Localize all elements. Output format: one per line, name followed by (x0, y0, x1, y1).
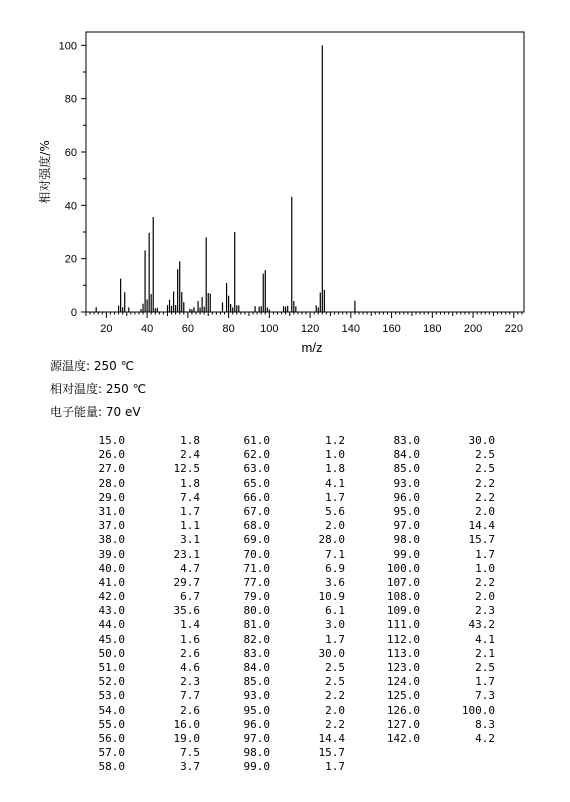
peak-table-row (230, 647, 345, 661)
peak-intensity-value: 28.0 (318, 533, 345, 547)
peak-table-row (380, 732, 495, 746)
peak-mz-value: 45.0 (98, 632, 125, 646)
peak-intensity-value: 5.6 (325, 504, 345, 518)
peak-intensity-value: 1.1 (180, 519, 200, 533)
peak-mz-value: 26.0 (98, 448, 125, 462)
peak-mz-value: 38.0 (98, 533, 125, 547)
plot-frame (86, 32, 524, 312)
peak-intensity-value: 1.7 (325, 490, 345, 504)
peak-mz-value: 93.0 (243, 689, 270, 703)
peak-table (85, 434, 515, 774)
peak-mz-value: 112.0 (386, 632, 420, 646)
peak-intensity-value: 7.3 (475, 689, 495, 703)
peak-mz-value: 97.0 (243, 731, 270, 745)
peak-intensity-value: 2.0 (325, 519, 345, 533)
peak-intensity-value: 8.3 (475, 717, 495, 731)
peak-mz-value: 15.0 (98, 434, 125, 447)
peak-mz-value: 70.0 (243, 547, 270, 561)
peak-mz-value: 96.0 (243, 717, 270, 731)
peak-mz-value: 108.0 (386, 590, 420, 604)
peak-intensity-value: 4.6 (180, 661, 200, 674)
peak-intensity-value: 2.3 (475, 604, 495, 618)
peak-table-row (85, 647, 200, 661)
peak-table-row (230, 462, 345, 476)
peak-table-row (85, 491, 200, 505)
peak-table-row (380, 661, 495, 675)
peak-intensity-value: 12.5 (173, 462, 200, 476)
peak-table-row (230, 533, 345, 547)
peak-table-row (230, 718, 345, 732)
peak-mz-value: 37.0 (98, 519, 125, 533)
peak-intensity-value: 15.7 (468, 533, 495, 547)
peak-mz-value: 54.0 (98, 703, 125, 717)
peak-mz-value: 29.0 (98, 490, 125, 504)
peak-table-row (230, 760, 345, 774)
peak-intensity-value: 1.8 (180, 434, 200, 447)
peak-intensity-value: 1.8 (325, 462, 345, 476)
peak-mz-value: 61.0 (243, 434, 270, 447)
peak-mz-value: 93.0 (393, 476, 420, 490)
peak-intensity-value: 7.1 (325, 547, 345, 561)
peak-mz-value: 80.0 (243, 604, 270, 618)
peak-table-row (85, 562, 200, 576)
peak-mz-value: 44.0 (98, 618, 125, 632)
peak-intensity-value: 4.1 (325, 476, 345, 490)
peak-mz-value: 111.0 (386, 618, 420, 632)
x-tick-label: 120 (300, 323, 320, 335)
peak-table-row (85, 704, 200, 718)
peak-table-row (380, 718, 495, 732)
peak-intensity-value: 23.1 (173, 547, 200, 561)
x-tick-label: 160 (382, 323, 401, 335)
peak-table-row (85, 548, 200, 562)
peak-intensity-value: 1.4 (180, 618, 200, 632)
peak-intensity-value: 2.5 (475, 448, 495, 462)
peak-table-row (380, 604, 495, 618)
peak-table-row (380, 675, 495, 689)
peak-table-row (230, 633, 345, 647)
peak-intensity-value: 1.2 (325, 434, 345, 447)
peak-mz-value: 28.0 (98, 476, 125, 490)
peak-table-row (230, 576, 345, 590)
peak-mz-value: 142.0 (386, 731, 420, 745)
peak-table-row (230, 448, 345, 462)
peak-mz-value: 65.0 (243, 476, 270, 490)
peak-table-row (380, 477, 495, 491)
peak-table-row (230, 746, 345, 760)
peak-table-row (85, 661, 200, 675)
peak-table-row (85, 746, 200, 760)
peak-intensity-value: 19.0 (173, 731, 200, 745)
peak-intensity-value: 15.7 (318, 746, 345, 760)
peak-mz-value: 83.0 (393, 434, 420, 447)
y-tick-label: 20 (64, 253, 77, 266)
peak-table-row (85, 448, 200, 462)
peak-mz-value: 27.0 (98, 462, 125, 476)
peak-table-row (380, 590, 495, 604)
y-tick-label: 40 (64, 200, 77, 213)
peak-intensity-value: 14.4 (318, 731, 345, 745)
peak-intensity-value: 4.1 (475, 632, 495, 646)
peak-table-row (230, 704, 345, 718)
peak-mz-value: 58.0 (98, 760, 125, 774)
peak-table-row (85, 590, 200, 604)
peak-intensity-value: 2.4 (180, 448, 200, 462)
peak-mz-value: 50.0 (98, 646, 125, 660)
peak-mz-value: 53.0 (98, 689, 125, 703)
x-tick-label: 60 (181, 323, 194, 335)
peak-table-row (380, 633, 495, 647)
peak-intensity-value: 2.2 (475, 490, 495, 504)
peak-table-row (380, 434, 495, 448)
peak-intensity-value: 2.0 (325, 703, 345, 717)
peak-mz-value: 43.0 (98, 604, 125, 618)
peak-mz-value: 63.0 (243, 462, 270, 476)
peak-table-row (380, 448, 495, 462)
peak-intensity-value: 2.6 (180, 646, 200, 660)
peak-mz-value: 57.0 (98, 746, 125, 760)
peak-intensity-value: 43.2 (468, 618, 495, 632)
peak-mz-value: 126.0 (386, 703, 420, 717)
peak-intensity-value: 7.4 (180, 490, 200, 504)
peak-mz-value: 66.0 (243, 490, 270, 504)
peak-intensity-value: 3.0 (325, 618, 345, 632)
peak-table-row (380, 533, 495, 547)
peak-table-row (380, 689, 495, 703)
peak-intensity-value: 2.3 (180, 675, 200, 689)
peak-intensity-value: 100.0 (461, 703, 495, 717)
peak-mz-value: 77.0 (243, 575, 270, 589)
x-tick-label: 40 (140, 323, 154, 335)
peak-table-row (230, 562, 345, 576)
peak-table-row (230, 548, 345, 562)
peak-table-row (380, 462, 495, 476)
peak-table-row (85, 434, 200, 448)
relative-temperature: 相对温度: 250 ℃ (50, 382, 147, 396)
peak-mz-value: 31.0 (98, 504, 125, 518)
peak-intensity-value: 2.2 (475, 476, 495, 490)
peak-table-row (85, 689, 200, 703)
peak-mz-value: 71.0 (243, 561, 270, 575)
peak-mz-value: 99.0 (393, 547, 420, 561)
peak-table-row (230, 434, 345, 448)
peak-mz-value: 85.0 (243, 675, 270, 689)
x-tick-label: 80 (222, 323, 235, 335)
peak-mz-value: 124.0 (386, 675, 420, 689)
peak-intensity-value: 1.7 (325, 632, 345, 646)
peak-mz-value: 42.0 (98, 590, 125, 604)
peak-intensity-value: 29.7 (173, 575, 200, 589)
peak-table-row (85, 718, 200, 732)
peak-table-row (230, 675, 345, 689)
peak-intensity-value: 6.7 (180, 590, 200, 604)
source-temperature: 源温度: 250 ℃ (50, 359, 135, 373)
peak-intensity-value: 6.9 (325, 561, 345, 575)
peak-mz-value: 98.0 (243, 746, 270, 760)
peak-table-row (85, 462, 200, 476)
peak-intensity-value: 3.1 (180, 533, 200, 547)
x-tick-label: 20 (100, 323, 113, 335)
x-axis-label: m/z (301, 340, 323, 355)
peak-table-row (380, 576, 495, 590)
peak-table-column (230, 434, 345, 775)
peak-table-row (85, 633, 200, 647)
peak-intensity-value: 2.2 (475, 575, 495, 589)
peak-table-row (380, 618, 495, 632)
peak-mz-value: 84.0 (243, 661, 270, 674)
peak-intensity-value: 2.0 (475, 504, 495, 518)
x-tick-label: 200 (463, 323, 483, 335)
peak-mz-value: 97.0 (393, 519, 420, 533)
peak-intensity-value: 2.5 (325, 675, 345, 689)
peak-table-row (380, 491, 495, 505)
peak-intensity-value: 4.2 (475, 731, 495, 745)
mass-spectrum-chart (0, 0, 570, 360)
x-tick-label: 140 (341, 323, 361, 335)
peak-table-row (380, 505, 495, 519)
peak-mz-value: 85.0 (393, 462, 420, 476)
peak-intensity-value: 14.4 (468, 519, 495, 533)
peak-table-row (230, 519, 345, 533)
peak-intensity-value: 1.7 (475, 675, 495, 689)
peak-mz-value: 55.0 (98, 717, 125, 731)
peak-table-row (85, 533, 200, 547)
y-tick-label: 80 (64, 93, 77, 106)
peak-intensity-value: 2.2 (325, 717, 345, 731)
peak-intensity-value: 3.7 (180, 760, 200, 774)
peak-mz-value: 113.0 (386, 646, 420, 660)
peak-table-row (85, 505, 200, 519)
peak-table-row (380, 647, 495, 661)
peak-mz-value: 39.0 (98, 547, 125, 561)
peak-table-row (380, 562, 495, 576)
peak-table-column (85, 434, 200, 775)
peak-mz-value: 68.0 (243, 519, 270, 533)
electron-energy: 电子能量: 70 eV (50, 405, 141, 419)
peak-intensity-value: 10.9 (318, 590, 345, 604)
peak-mz-value: 125.0 (386, 689, 420, 703)
peak-table-row (230, 661, 345, 675)
peak-intensity-value: 35.6 (173, 604, 200, 618)
peak-table-row (380, 519, 495, 533)
peak-intensity-value: 30.0 (318, 646, 345, 660)
peak-mz-value: 67.0 (243, 504, 270, 518)
peak-mz-value: 79.0 (243, 590, 270, 604)
peak-intensity-value: 6.1 (325, 604, 345, 618)
peak-table-row (380, 704, 495, 718)
peak-table-row (230, 505, 345, 519)
peak-mz-value: 62.0 (243, 448, 270, 462)
peak-table-row (85, 519, 200, 533)
peak-table-row (85, 576, 200, 590)
peak-table-column (380, 434, 495, 746)
peak-mz-value: 123.0 (386, 661, 420, 674)
peak-mz-value: 107.0 (386, 575, 420, 589)
peak-mz-value: 81.0 (243, 618, 270, 632)
peak-intensity-value: 1.7 (325, 760, 345, 774)
peak-mz-value: 99.0 (243, 760, 270, 774)
x-tick-label: 180 (423, 323, 442, 335)
peak-table-row (230, 732, 345, 746)
peak-table-row (85, 604, 200, 618)
peak-intensity-value: 3.6 (325, 575, 345, 589)
peak-mz-value: 52.0 (98, 675, 125, 689)
peak-table-row (85, 760, 200, 774)
peak-table-row (230, 618, 345, 632)
peak-mz-value: 100.0 (386, 561, 420, 575)
peak-intensity-value: 2.6 (180, 703, 200, 717)
peak-intensity-value: 16.0 (173, 717, 200, 731)
peak-mz-value: 82.0 (243, 632, 270, 646)
peak-intensity-value: 7.5 (180, 746, 200, 760)
peak-intensity-value: 1.6 (180, 632, 200, 646)
peak-intensity-value: 7.7 (180, 689, 200, 703)
x-tick-label: 100 (260, 323, 279, 335)
peak-table-row (85, 618, 200, 632)
y-tick-label: 0 (70, 307, 77, 319)
peak-intensity-value: 1.0 (325, 448, 345, 462)
peak-intensity-value: 2.0 (475, 590, 495, 604)
peak-table-row (230, 477, 345, 491)
peak-intensity-value: 1.7 (180, 504, 200, 518)
peak-mz-value: 95.0 (393, 504, 420, 518)
peak-intensity-value: 2.5 (475, 462, 495, 476)
peak-table-row (230, 604, 345, 618)
peak-mz-value: 109.0 (386, 604, 420, 618)
peak-table-row (380, 548, 495, 562)
peak-table-row (85, 675, 200, 689)
peak-table-row (85, 732, 200, 746)
peak-intensity-value: 4.7 (180, 561, 200, 575)
peak-intensity-value: 1.0 (475, 561, 495, 575)
peak-intensity-value: 2.1 (475, 646, 495, 660)
peak-mz-value: 84.0 (393, 448, 420, 462)
peak-intensity-value: 30.0 (468, 434, 495, 447)
peak-mz-value: 41.0 (98, 575, 125, 589)
peak-table-row (230, 590, 345, 604)
peak-table-row (230, 491, 345, 505)
peak-mz-value: 127.0 (386, 717, 420, 731)
peak-intensity-value: 2.2 (325, 689, 345, 703)
peak-intensity-value: 1.8 (180, 476, 200, 490)
peak-table-row (85, 477, 200, 491)
peak-mz-value: 96.0 (393, 490, 420, 504)
peak-intensity-value: 2.5 (325, 661, 345, 674)
peak-table-row (230, 689, 345, 703)
peak-intensity-value: 2.5 (475, 661, 495, 674)
peak-intensity-value: 1.7 (475, 547, 495, 561)
peak-mz-value: 98.0 (393, 533, 420, 547)
y-axis-label: 相对强度/% (38, 140, 52, 204)
peak-mz-value: 83.0 (243, 646, 270, 660)
y-tick-label: 60 (64, 147, 77, 159)
x-tick-label: 220 (504, 323, 523, 335)
peak-mz-value: 51.0 (98, 661, 125, 674)
peak-mz-value: 69.0 (243, 533, 270, 547)
peak-mz-value: 56.0 (98, 731, 125, 745)
y-tick-label: 100 (58, 40, 77, 53)
peak-mz-value: 95.0 (243, 703, 270, 717)
peak-mz-value: 40.0 (98, 561, 125, 575)
